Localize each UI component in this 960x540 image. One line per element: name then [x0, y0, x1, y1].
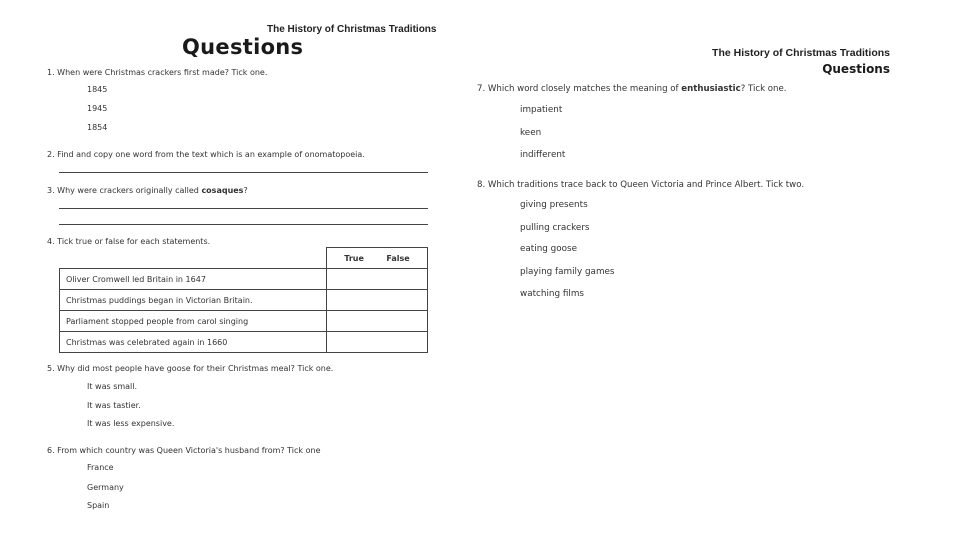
question-4: 4. Tick true or false for each statements.	[47, 237, 211, 246]
q3-answer-line-1[interactable]	[59, 208, 428, 209]
table-header-row	[60, 248, 428, 269]
q6-option-2: Germany	[87, 483, 124, 492]
q1-option-1: 1845	[87, 85, 108, 94]
left-page-title: Questions	[182, 35, 304, 59]
question-6: 6. From which country was Queen Victoria's husband from? Tick one	[47, 446, 321, 455]
q8-option-4: playing family games	[520, 267, 615, 277]
q8-option-2: pulling crackers	[520, 223, 590, 233]
q8-option-1: giving presents	[520, 200, 588, 210]
right-page-title: Questions	[822, 62, 890, 76]
q5-option-2: It was tastier.	[87, 401, 141, 410]
q3-bold-word: cosaques	[201, 186, 244, 195]
tick-cell-2[interactable]	[327, 290, 428, 311]
q5-option-1: It was small.	[87, 382, 138, 391]
q3-answer-line-2[interactable]	[59, 224, 428, 225]
q1-option-2: 1945	[87, 104, 108, 113]
q6-option-3: Spain	[87, 501, 110, 510]
q5-option-3: It was less expensive.	[87, 419, 175, 428]
true-false-table	[59, 247, 428, 353]
question-7	[477, 84, 787, 94]
q8-option-3: eating goose	[520, 244, 577, 254]
statement-1: Oliver Cromwell led Britain in 1647	[60, 269, 327, 290]
q3-text-end: ?	[243, 186, 248, 195]
q2-answer-line[interactable]	[59, 172, 428, 173]
table-row	[60, 311, 428, 332]
q7-option-1: impatient	[520, 105, 563, 115]
q1-option-3: 1854	[87, 123, 108, 132]
q6-option-1: France	[87, 463, 114, 472]
q7-bold-word: enthusiastic	[681, 84, 741, 94]
q7-text-end: ? Tick one.	[740, 84, 787, 94]
table-row	[60, 290, 428, 311]
statement-3: Parliament stopped people from carol singing	[60, 311, 327, 332]
question-2: 2. Find and copy one word from the text which is an example of onomatopoeia.	[47, 150, 365, 159]
question-3	[47, 186, 248, 195]
col-false-label: False	[386, 253, 410, 263]
col-true-label: True	[344, 253, 364, 263]
question-8: 8. Which traditions trace back to Queen Victoria and Prince Albert. Tick two.	[477, 180, 805, 190]
table-header-cell	[327, 248, 428, 269]
tick-cell-3[interactable]	[327, 311, 428, 332]
right-page-header: The History of Christmas Traditions	[712, 47, 890, 59]
q7-option-2: keen	[520, 128, 542, 138]
question-1: 1. When were Christmas crackers first made? Tick one.	[47, 68, 268, 77]
q8-option-5: watching films	[520, 289, 584, 299]
question-5: 5. Why did most people have goose for their Christmas meal? Tick one.	[47, 364, 334, 373]
tick-cell-4[interactable]	[327, 332, 428, 353]
q7-text: 7. Which word closely matches the meaning of	[477, 84, 682, 94]
q3-text: 3. Why were crackers originally called	[47, 186, 202, 195]
statement-4: Christmas was celebrated again in 1660	[60, 332, 327, 353]
statement-2: Christmas puddings began in Victorian Britain.	[60, 290, 327, 311]
left-page-header: The History of Christmas Traditions	[267, 24, 437, 35]
tick-cell-1[interactable]	[327, 269, 428, 290]
table-row	[60, 269, 428, 290]
table-header-blank	[60, 248, 327, 269]
table-row	[60, 332, 428, 353]
q7-option-3: indifferent	[520, 150, 566, 160]
